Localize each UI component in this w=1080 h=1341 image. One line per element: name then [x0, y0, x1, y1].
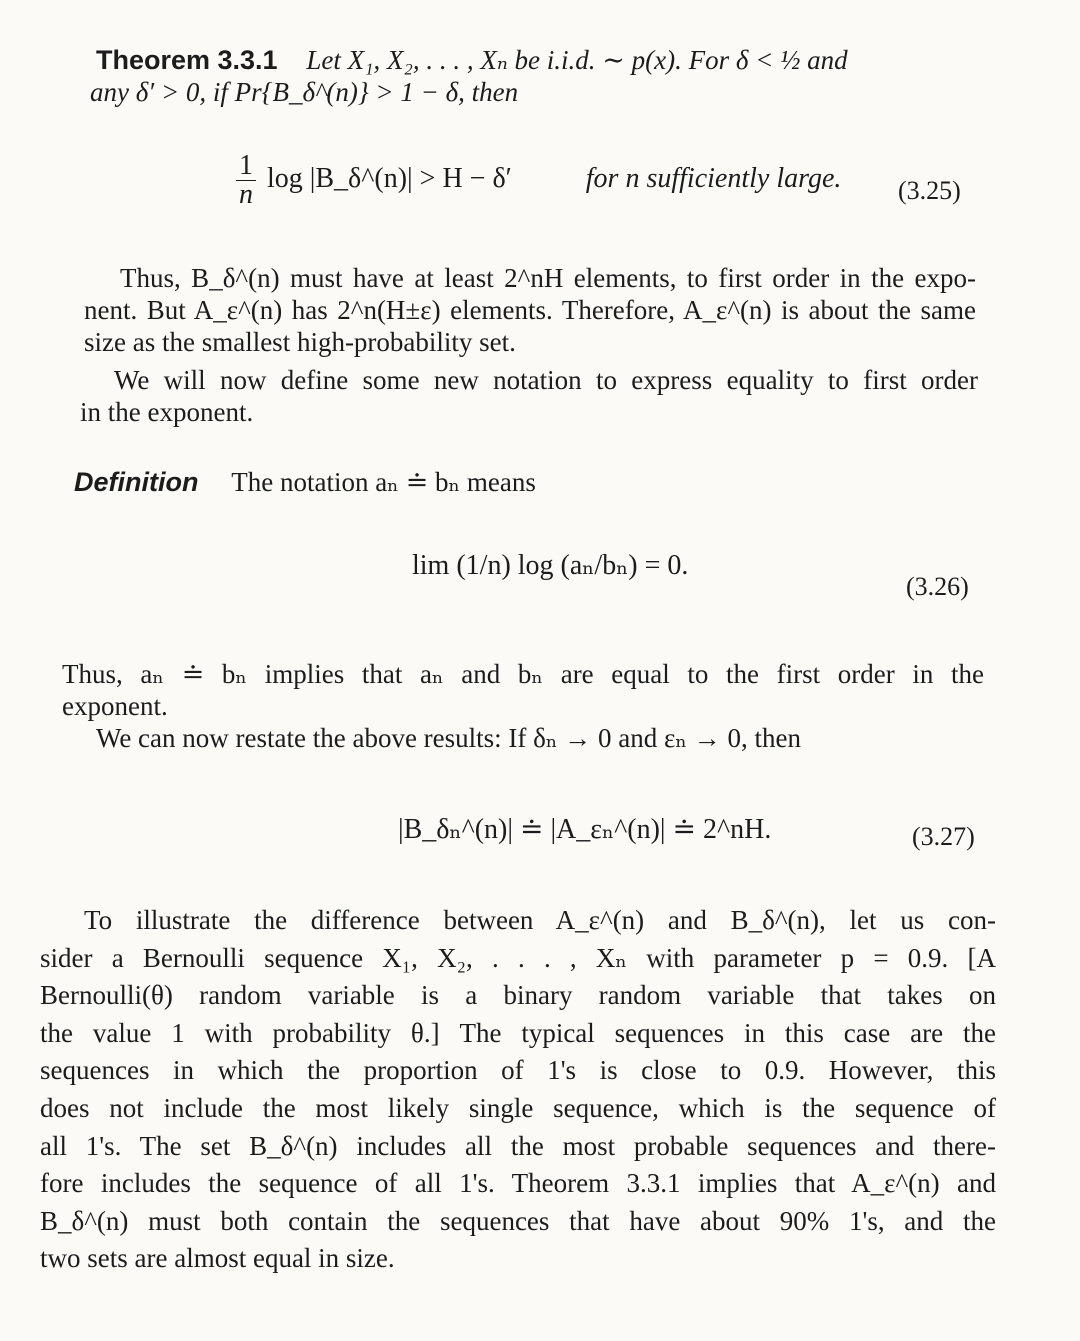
theorem-statement-line-2: any δ′ > 0, if Pr{B_δ^(n)} > 1 − δ, then: [90, 77, 519, 107]
equation-3-26-body: lim (1/n) log (aₙ/bₙ) = 0.: [412, 550, 689, 581]
paragraph-4-line-5: sequences in which the proportion of 1's is close to 0.9. However, this: [40, 1055, 996, 1086]
fraction-one-over-n: $\frac{1}{n}$: [236, 152, 256, 209]
paragraph-bernoulli-example: [40, 902, 996, 1278]
paragraph-after-definition: [62, 658, 984, 754]
paragraph-1-line-3: size as the smallest high-probability set.: [84, 327, 516, 357]
paragraph-after-theorem: [84, 262, 976, 358]
equation-3-25-condition: for n sufficiently large.: [585, 162, 842, 194]
paragraph-4-line-4: the value 1 with probability θ.] The typical sequences in this case are the: [40, 1017, 996, 1048]
paragraph-notation-intro: [80, 364, 978, 428]
equation-3-25: [232, 152, 841, 209]
equation-3-27: [398, 812, 771, 846]
theorem-label: Theorem 3.3.1: [96, 45, 278, 75]
paragraph-4-line-9: B_δ^(n) must both contain the sequences that have about 90% 1's, and the: [40, 1205, 996, 1236]
paragraph-4-line-8: fore includes the sequence of all 1's. Theorem 3.3.1 implies that A_ε^(n) and: [40, 1168, 996, 1199]
equation-number-3-26: (3.26): [906, 572, 969, 601]
equation-3-27-body: |B_δₙ^(n)| ≐ |A_εₙ^(n)| ≐ 2^nH.: [398, 814, 772, 845]
theorem-line-1: [96, 44, 970, 76]
definition-block: [74, 466, 974, 498]
paragraph-4-line-1: To illustrate the difference between A_ε^(n) and B_δ^(n), let us con-: [84, 905, 996, 935]
paragraph-1-line-1: Thus, B_δ^(n) must have at least 2^nH elements, to first order in the expo-: [120, 263, 976, 293]
equation-3-25-body: log |B_δ^(n)| > H − δ′: [267, 162, 512, 194]
equation-number-3-25: (3.25): [898, 176, 961, 205]
paragraph-3-line-1: Thus, aₙ ≐ bₙ implies that aₙ and bₙ are equal to the first order in the: [62, 659, 984, 689]
theorem-block: [90, 44, 970, 108]
paragraph-4-line-3: Bernoulli(θ) random variable is a binary random variable that takes on: [40, 980, 996, 1011]
definition-text: The notation aₙ ≐ bₙ means: [231, 467, 536, 497]
definition-label: Definition: [74, 467, 199, 497]
equation-3-26: [412, 548, 688, 582]
paragraph-3-line-3: We can now restate the above results: If δₙ → 0 and εₙ → 0, then: [96, 723, 802, 753]
equation-number-3-27: (3.27): [912, 822, 975, 851]
paragraph-1-line-2: nent. But A_ε^(n) has 2^n(H±ε) elements. Therefore, A_ε^(n) is about the same: [84, 295, 976, 325]
paragraph-3-line-2: exponent.: [62, 691, 168, 721]
paragraph-4-line-10: two sets are almost equal in size.: [40, 1243, 395, 1274]
paragraph-2-line-1: We will now define some new notation to express equality to first order: [114, 365, 978, 395]
paragraph-4-line-6: does not include the most likely single sequence, which is the sequence of: [40, 1092, 996, 1123]
theorem-statement-line-1: Let X₁, X₂, . . . , Xₙ be i.i.d. ∼ p(x). For δ < ½ and: [306, 45, 848, 75]
paragraph-4-line-2: sider a Bernoulli sequence X₁, X₂, . . . , Xₙ with parameter p = 0.9. [A: [40, 942, 996, 973]
paragraph-4-line-7: all 1's. The set B_δ^(n) includes all the most probable sequences and there-: [40, 1130, 996, 1161]
paragraph-2-line-2: in the exponent.: [80, 397, 254, 427]
